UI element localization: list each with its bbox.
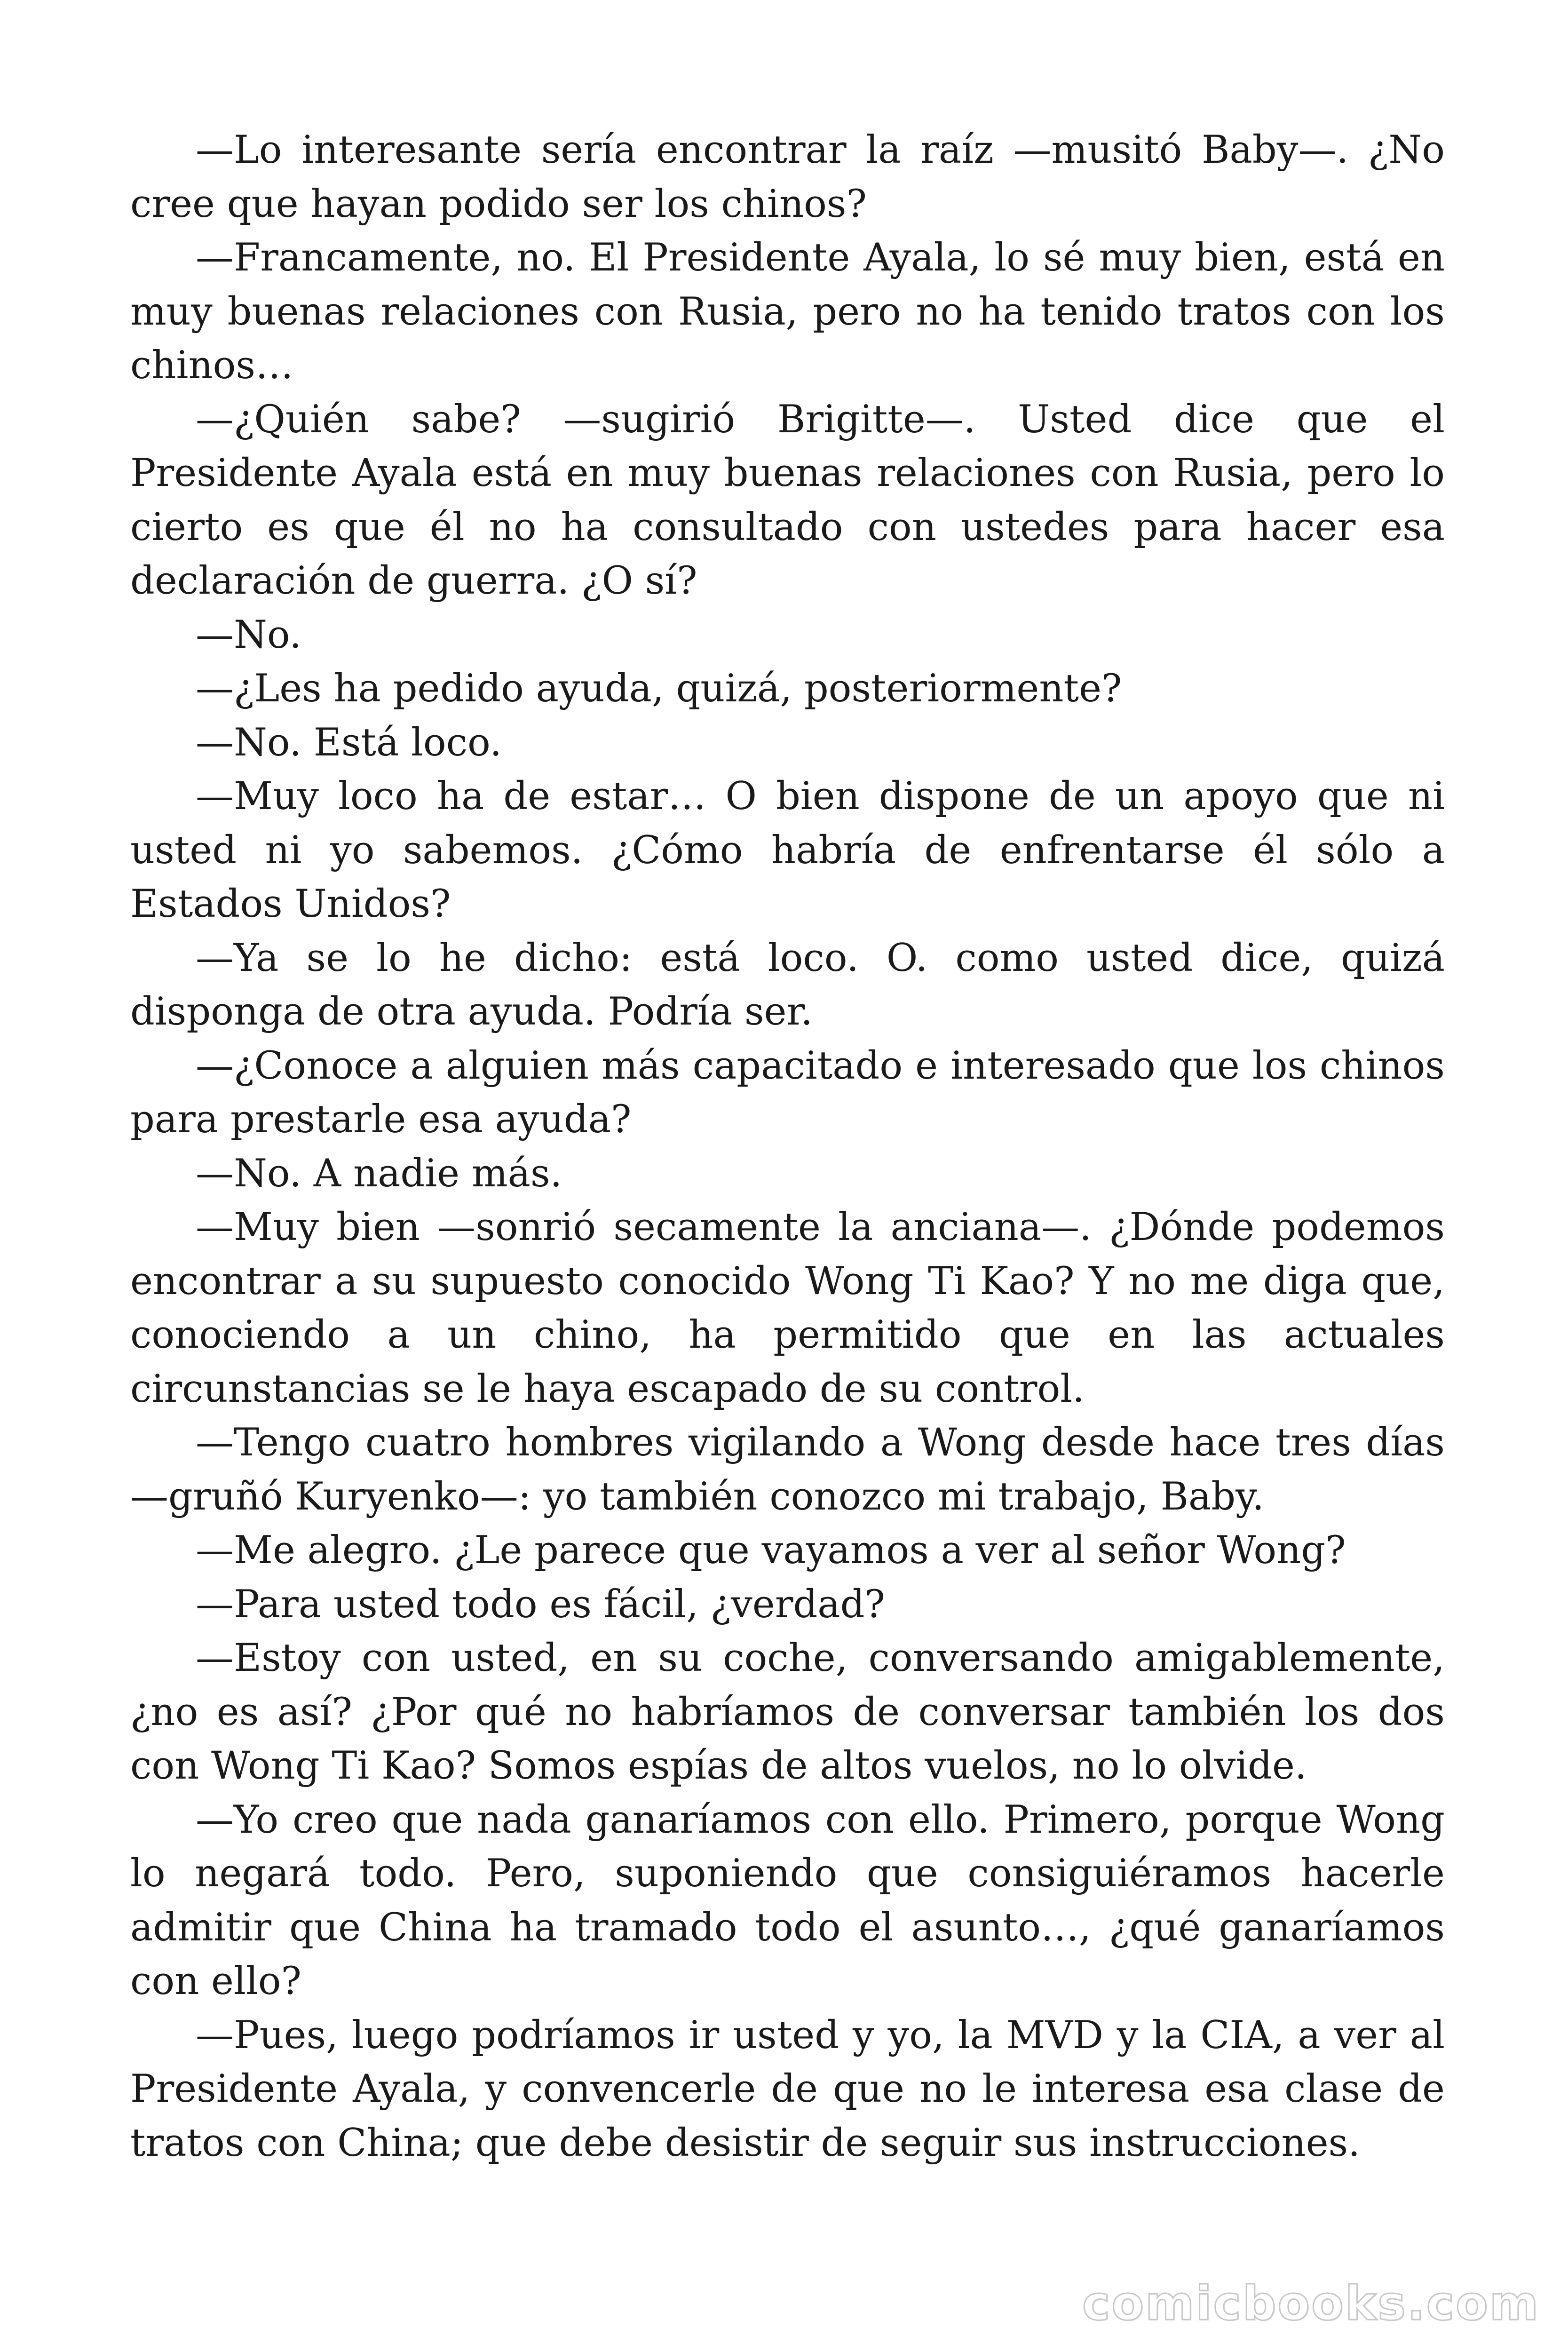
paragraph-2: —Francamente, no. El Presidente Ayala, lo sé muy bien, está en muy buenas relaciones con Rusia, pero no ha tenido tratos con los chinos… — [130, 236, 1445, 388]
paragraph-16: —Yo creo que nada ganaríamos con ello. Primero, porque Wong lo negará todo. Pero, suponiendo que consiguiéramos hacerle admitir que China ha tramado todo el asunto…, ¿qué ganaríamos con ello? — [130, 1797, 1445, 2003]
paragraph-13: —Me alegro. ¿Le parece que vayamos a ver al señor Wong? — [196, 1528, 1346, 1573]
paragraph-6: —No. Está loco. — [196, 720, 502, 765]
paragraph-14: —Para usted todo es fácil, ¿verdad? — [196, 1582, 885, 1627]
paragraph-8: —Ya se lo he dicho: está loco. O. como usted dice, quizá disponga de otra ayuda. Podría ser. — [130, 936, 1445, 1034]
paragraph-5: —¿Les ha pedido ayuda, quizá, posteriormente? — [196, 667, 1122, 711]
paragraph-1: —Lo interesante sería encontrar la raíz —musitó Baby—. ¿No cree que hayan podido ser los chinos? — [130, 128, 1445, 226]
paragraph-12: —Tengo cuatro hombres vigilando a Wong desde hace tres días —gruñó Kuryenko—: yo también conozco mi trabajo, Baby. — [130, 1421, 1445, 1519]
watermark-logo: comicbooks.com — [1082, 2276, 1540, 2331]
body-text — [130, 123, 1445, 2170]
paragraph-9: —¿Conoce a alguien más capacitado e interesado que los chinos para prestarle esa ayuda? — [130, 1043, 1445, 1142]
paragraph-17: —Pues, luego podríamos ir usted y yo, la MVD y la CIA, a ver al Presidente Ayala, y convencerle de que no le interesa esa clase de tratos con China; que debe desistir de seguir sus instrucciones. — [130, 2013, 1445, 2165]
paragraph-3: —¿Quién sabe? —sugirió Brigitte—. Usted dice que el Presidente Ayala está en muy buenas relaciones con Rusia, pero lo cierto es que él no ha consultado con ustedes para hacer esa declaración de guerra. ¿O sí? — [130, 397, 1445, 603]
paragraph-10: —No. A nadie más. — [196, 1151, 562, 1196]
paragraph-4: —No. — [196, 612, 301, 657]
paragraph-15: —Estoy con usted, en su coche, conversando amigablemente, ¿no es así? ¿Por qué no habríamos de conversar también los dos con Wong Ti Kao? Somos espías de altos vuelos, no lo olvide. — [130, 1636, 1445, 1788]
paragraph-7: —Muy loco ha de estar… O bien dispone de un apoyo que ni usted ni yo sabemos. ¿Cómo habría de enfrentarse él sólo a Estados Unidos? — [130, 774, 1445, 926]
paragraph-11: —Muy bien —sonrió secamente la anciana—. ¿Dónde podemos encontrar a su supuesto conocido Wong Ti Kao? Y no me diga que, conociendo a un chino, ha permitido que en las actuales circunstancias se le haya escapado de su control. — [130, 1205, 1445, 1411]
